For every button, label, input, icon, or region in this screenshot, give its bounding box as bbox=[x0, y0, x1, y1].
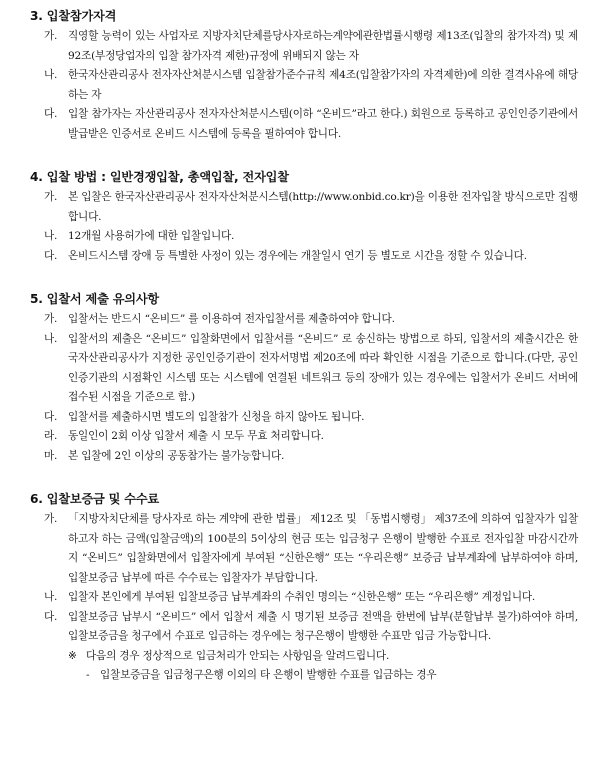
sub-marker: - bbox=[86, 669, 90, 681]
section-3-bidding-qualification bbox=[30, 6, 578, 144]
section-heading: 4. 입찰 방법 : 일반경쟁입찰, 총액입찰, 전자입찰 bbox=[30, 170, 289, 184]
item-marker: 라. bbox=[44, 430, 58, 442]
section-heading: 5. 입찰서 제출 유의사항 bbox=[30, 292, 159, 306]
list-item bbox=[30, 105, 578, 144]
item-marker: 나. bbox=[44, 230, 58, 242]
item-text: 직영할 능력이 있는 사업자로 지방자치단체를당사자로하는계약에관한법률시행령 제13조(입찰의 참가자격) 및 제92조(부정당업자의 입찰 참가자격 제한)규정에 위배되지 않는 자 bbox=[68, 30, 578, 62]
item-text: 12개월 사용허가에 대한 입찰입니다. bbox=[68, 230, 235, 242]
note-item bbox=[30, 647, 578, 667]
item-list bbox=[30, 510, 578, 686]
item-marker: 나. bbox=[44, 69, 58, 81]
list-item bbox=[30, 188, 578, 227]
note-text: 다음의 경우 정상적으로 입금처리가 안되는 사항임을 알려드립니다. bbox=[86, 649, 390, 662]
item-list bbox=[30, 188, 578, 266]
item-marker: 가. bbox=[44, 191, 58, 203]
item-text: 입찰서의 제출은 “온비드” 입찰화면에서 입찰서를 “온비드” 로 송신하는 방법으로 하되, 입찰서의 제출시간은 한국자산관리공사가 지정한 공인인증기관이 전자서명법 제20조에 따라 확인한 시점을 기준으로 합니다.(다만, 공인인증기관의 시점확인 시스템 또는 시스템에 연결된 네트워크 등의 장애가 있는 경우에는 입찰서가 온비드 서버에 접수된 시점을 기준으로 함.) bbox=[68, 332, 578, 403]
note-marker: ※ bbox=[68, 649, 77, 662]
list-item bbox=[30, 588, 578, 608]
list-item bbox=[30, 27, 578, 66]
list-item bbox=[30, 427, 578, 447]
item-text: 본 입찰에 2인 이상의 공동참가는 불가능합니다. bbox=[68, 449, 285, 462]
section-5-bid-submission-notes bbox=[30, 289, 578, 466]
section-6-deposit-and-fees bbox=[30, 489, 578, 686]
item-text: 입찰서를 제출하시면 별도의 입찰참가 신청을 하지 않아도 됩니다. bbox=[68, 410, 365, 423]
list-item bbox=[30, 66, 578, 105]
item-text: 입찰자 본인에게 부여된 입찰보증금 납부계좌의 수취인 명의는 “신한은행” 또는 “우리은행” 계정입니다. bbox=[68, 591, 536, 603]
item-marker: 마. bbox=[44, 449, 58, 462]
list-item bbox=[30, 247, 578, 267]
list-item bbox=[30, 227, 578, 247]
item-text: 「지방자치단체를 당사자로 하는 계약에 관한 법률」 제12조 및 「동법시행령」 제37조에 의하여 입찰자가 입찰하고자 하는 금액(입찰금액)의 100분의 5이상의 현금 또는 입금청구 은행이 발행한 수표로 전자입찰 마감시간까지 “온비드” 입찰화면에서 입찰자에게 부여된 “신한은행” 또는 “우리은행” 보증금 납부계좌에 납부하여야 하며, 입찰보증금 납부에 따른 수수료는 입찰자가 부담합니다. bbox=[68, 513, 578, 584]
item-marker: 나. bbox=[44, 332, 58, 345]
section-heading: 6. 입찰보증금 및 수수료 bbox=[30, 492, 159, 506]
item-text: 입찰서는 반드시 “온비드” 를 이용하여 전자입찰서를 제출하여야 합니다. bbox=[68, 313, 395, 325]
item-list bbox=[30, 27, 578, 144]
item-text: 동일인이 2회 이상 입찰서 제출 시 모두 무효 처리합니다. bbox=[68, 430, 324, 442]
item-marker: 다. bbox=[44, 249, 58, 262]
list-item bbox=[30, 510, 578, 588]
item-text: 입찰 참가자는 자산관리공사 전자자산처분시스템(이하 “온비드”라고 한다.) 회원으로 등록하고 공인인증기관에서 발급받은 인증서로 온비드 시스템에 등록을 필하여야 합니다. bbox=[68, 108, 578, 140]
item-marker: 다. bbox=[44, 410, 58, 423]
item-text: 본 입찰은 한국자산관리공사 전자자산처분시스템(http://www.onbid.co.kr)을 이용한 전자입찰 방식으로만 집행합니다. bbox=[68, 191, 578, 223]
item-list bbox=[30, 310, 578, 466]
list-item bbox=[30, 447, 578, 467]
item-marker: 다. bbox=[44, 108, 58, 120]
item-marker: 다. bbox=[44, 610, 58, 623]
section-heading: 3. 입찰참가자격 bbox=[30, 9, 117, 23]
list-item bbox=[30, 408, 578, 428]
item-marker: 나. bbox=[44, 591, 58, 603]
list-item bbox=[30, 330, 578, 408]
sub-text: 입찰보증금을 입금청구은행 이외의 타 은행이 발행한 수표를 입금하는 경우 bbox=[100, 669, 437, 681]
item-text: 입찰보증금 납부시 “온비드” 에서 입찰서 제출 시 명기된 보증금 전액을 한번에 납부(분할납부 불가)하여야 하며, 입찰보증금을 청구에서 수표로 입금하는 경우에는 청구은행이 발행한 수표만 입금 가능합니다. bbox=[68, 610, 578, 642]
item-text: 온비드시스템 장애 등 특별한 사정이 있는 경우에는 개찰일시 연기 등 별도로 시간을 정할 수 있습니다. bbox=[68, 249, 527, 262]
list-item bbox=[30, 608, 578, 647]
item-text: 한국자산관리공사 전자자산처분시스템 입찰참가준수규칙 제4조(입찰참가자의 자격제한)에 의한 결격사유에 해당하는 자 bbox=[68, 69, 578, 101]
sub-item bbox=[30, 666, 578, 686]
item-marker: 가. bbox=[44, 313, 58, 325]
item-marker: 가. bbox=[44, 513, 58, 525]
item-marker: 가. bbox=[44, 30, 58, 42]
list-item bbox=[30, 310, 578, 330]
section-4-bidding-method bbox=[30, 167, 578, 266]
